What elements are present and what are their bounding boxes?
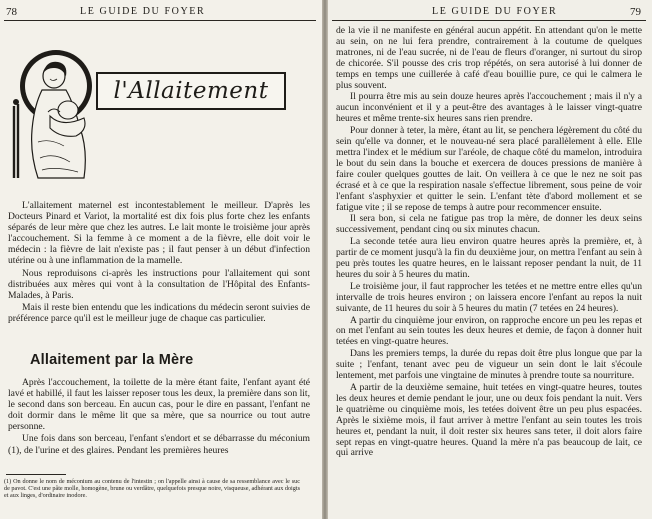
article-title-box <box>96 72 286 110</box>
section-text <box>8 377 310 457</box>
footnote-rule <box>6 474 66 475</box>
section-heading: Allaitement par la Mère <box>30 352 194 368</box>
paragraph: Pour donner à teter, la mère, étant au lit, se penchera légèrement du côté du sein qu'elle va donner, et le nouveau-né sera placé parallèlement à elle. Elle mettra l'index et le médium sur l'aréole, de chaque côté du mamelon, introduira le bout du sein dans la bouche et exercera de douces pressions de manière à faire couler quelques gouttes de lait. On veillera à ce que le nez ne soit pas écrasé et à ce que la respiration nasale s'effectue librement, sous peine de voir l'enfant s'asphyxier et quitter le sein. L'enfant tète d'abord mollement et se fatigue vite ; il se repose de temps à autre pour recommencer ensuite. <box>336 125 642 213</box>
paragraph: A partir de la deuxième semaine, huit tetées en vingt-quatre heures, toutes les deux heures et demie pendant le jour, une ou deux fois pendant la nuit. Vers le quatrième ou cinquième mois, les tetées doivent être un peu plus espacées. Après le sixième mois, il faut arriver à mettre l'enfant au sein toutes les trois heures et, pendant la nuit, il doit rester six heures sans teter, il doit alors faire sept repas en vingt-quatre heures. Quand la mère n'a pas beaucoup de lait, ce qui arrive <box>336 382 642 459</box>
paragraph: Mais il reste bien entendu que les indications du médecin seront suivies de préférence parce qu'il est le meilleur juge de chaque cas particulier. <box>8 301 310 324</box>
paragraph: L'allaitement maternel est incontestablement le meilleur. D'après les Docteurs Pinard et Variot, la mortalité est dix fois plus forte chez les enfants séparés de leur mère que chez les autres. Le lait monte le troisième jour après l'accouchement. Si la femme à ce moment a de la fièvre, elle doit voir le médecin : la fièvre de lait n'existe pas ; il faut penser à un début d'infection utérine ou à une inflammation de la mamelle. <box>8 200 310 267</box>
paragraph: La seconde tetée aura lieu environ quatre heures après la première, et, à partir de ce moment jusqu'à la fin du deuxième jour, on mettra l'enfant au sein à peu près toutes les quatre heures, en le laissant reposer pendant la nuit, de 11 heures du soir à 5 heures du matin. <box>336 236 642 280</box>
left-page-number: 78 <box>6 6 17 18</box>
paragraph: Le troisième jour, il faut rapprocher les tetées et ne mettre entre elles qu'un intervalle de trois heures environ ; on laissera encore l'enfant au repos la nuit suivante, de 11 heures du soir à 5 heures du matin (7 tetées en 24 heures). <box>336 280 642 314</box>
paragraph: Dans les premiers temps, la durée du repas doit être plus longue que par la suite ; l'enfant, tenant avec peu de vigueur un sein dont le lait s'écoule lentement, met parfois une vingtaine de minutes à prendre toute sa nourriture. <box>336 348 642 382</box>
intro-text <box>8 200 310 325</box>
paragraph: A partir du cinquième jour environ, on rapproche encore un peu les repas et on met l'enfant au sein toutes les deux heures et demie, de façon à donner huit tetées en vingt-quatre heures. <box>336 314 642 348</box>
right-page-text <box>336 26 642 460</box>
left-page <box>0 0 322 519</box>
right-running-head: LE GUIDE DU FOYER <box>432 6 558 17</box>
article-title: l'Allaitement <box>113 78 269 104</box>
right-page-number: 79 <box>630 6 641 18</box>
paragraph: Une fois dans son berceau, l'enfant s'endort et se débarrasse du méconium (1), de l'urine et des glaires. Pendant les premières heures <box>8 433 310 456</box>
right-page <box>328 0 652 519</box>
header-rule <box>332 20 646 21</box>
paragraph: Après l'accouchement, la toilette de la mère étant faite, l'enfant ayant été lavé et habillé, il faut les laisser reposer tous les deux, la première dans son lit, le second dans son berceau. En aucun cas, pour le dire en passant, l'enfant ne doit dormir dans le même lit que sa mère, que sa nourrice ou tout autre personne. <box>8 377 310 433</box>
left-running-head: LE GUIDE DU FOYER <box>80 6 206 17</box>
paragraph: Il pourra être mis au sein douze heures après l'accouchement ; mais il n'y a aucun inconvénient et il y a peut-être des avantages à le laisser vingt-quatre heures et même trente-six heures sans rien prendre. <box>336 91 642 125</box>
paragraph: Nous reproduisons ci-après les instructions pour l'allaitement qui sont distribuées aux mères qui vont à la consultation de l'Hôpital des Enfants-Malades, à Paris. <box>8 267 310 301</box>
mother-nursing-illustration <box>8 46 100 186</box>
paragraph: Il sera bon, si cela ne fatigue pas trop la mère, de donner les deux seins successivement, pendant cinq ou six minutes chacun. <box>336 213 642 236</box>
paragraph: de la vie il ne manifeste en général aucun appétit. En attendant qu'on le mette au sein, on ne lui fera prendre, contrairement à la coutume de quelques matrones, ni de l'eau sucrée, ni de l'eau de fleurs d'oranger, ni surtout du sirop de chicorée. S'il pousse des cris trop répétés, on sera autorisé à lui donner de temps en temps une cuillerée à café d'eau bouillie pure, ce qui le calmera le plus souvent. <box>336 25 642 91</box>
footnote: (1) On donne le nom de méconium au contenu de l'intestin ; on l'appelle ainsi à cause de sa ressemblance avec le suc de pavot. C'est une pâte molle, homogène, brune ou verdâtre, quelquefois presque noire, visqueuse, adhérant aux doigts et aux linges, d'ordinaire inodore. <box>4 478 300 500</box>
header-rule <box>4 20 316 21</box>
